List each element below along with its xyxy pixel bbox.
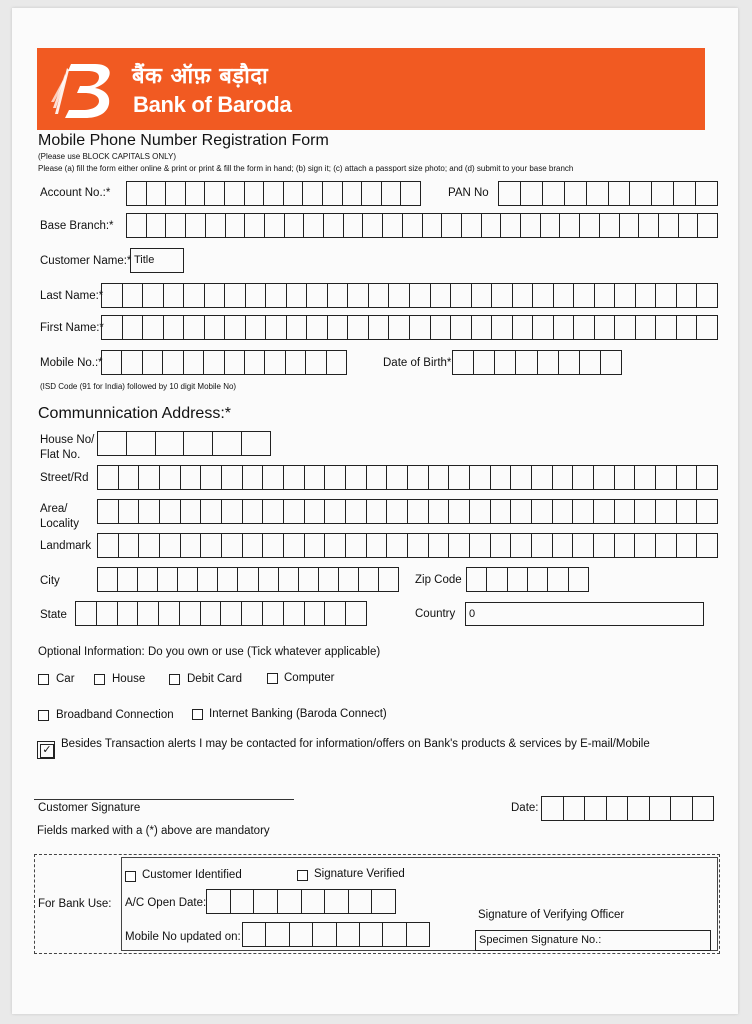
specimen-signature-field[interactable]: Specimen Signature No.: — [475, 930, 711, 951]
dob-label: Date of Birth* — [383, 357, 452, 369]
ac-open-date-boxes[interactable] — [206, 889, 396, 914]
internet-banking-checkbox[interactable] — [192, 709, 203, 720]
area-boxes[interactable] — [97, 499, 718, 524]
house-checkbox[interactable] — [94, 674, 105, 685]
country-label: Country — [415, 608, 456, 620]
mandatory-note: Fields marked with a (*) above are mandatory — [37, 825, 270, 837]
house-label: House — [112, 673, 146, 685]
title-field[interactable]: Title — [130, 248, 184, 273]
debit-card-checkbox[interactable] — [169, 674, 180, 685]
car-checkbox[interactable] — [38, 674, 49, 685]
signature-verified-label: Signature Verified — [314, 868, 405, 880]
last-name-boxes[interactable] — [101, 283, 718, 308]
street-boxes[interactable] — [97, 465, 718, 490]
optional-info-heading: Optional Information: Do you own or use (Tick whatever applicable) — [38, 646, 381, 658]
first-name-label: First Name:* — [40, 322, 104, 334]
mobile-updated-label: Mobile No updated on: — [125, 931, 241, 943]
area-label: Area/ Locality — [40, 503, 79, 530]
pan-no-label: PAN No — [448, 187, 489, 199]
brand-name-english: Bank of Baroda — [133, 92, 292, 117]
for-bank-use-label: For Bank Use: — [38, 898, 112, 910]
city-boxes[interactable] — [97, 567, 399, 592]
zip-code-boxes[interactable] — [466, 567, 589, 592]
consent-checkbox[interactable] — [37, 741, 55, 759]
base-branch-label: Base Branch:* — [40, 220, 114, 232]
brand-name-hindi: बैंक ऑफ़ बड़ौदा — [132, 64, 269, 89]
debit-card-label: Debit Card — [187, 673, 242, 685]
state-label: State — [40, 609, 67, 621]
signature-verified-checkbox[interactable] — [297, 870, 308, 881]
instruction-steps: Please (a) fill the form either online & print or print & fill the form in hand; (b) sign it; (c) attach a passport size photo; and (d) submit to your base branch — [38, 164, 574, 173]
dob-boxes[interactable] — [452, 350, 622, 375]
computer-label: Computer — [284, 672, 335, 684]
address-heading: Communnication Address:* — [38, 405, 231, 422]
customer-identified-label: Customer Identified — [142, 869, 242, 881]
first-name-boxes[interactable] — [101, 315, 718, 340]
instruction-capitals: (Please use BLOCK CAPITALS ONLY) — [38, 152, 176, 161]
form-title: Mobile Phone Number Registration Form — [38, 132, 329, 149]
check-mark-icon: ✓ — [40, 744, 54, 758]
customer-identified-checkbox[interactable] — [125, 871, 136, 882]
pan-no-boxes[interactable] — [498, 181, 718, 206]
country-field[interactable]: 0 — [465, 602, 704, 626]
broadband-checkbox[interactable] — [38, 710, 49, 721]
internet-banking-label: Internet Banking (Baroda Connect) — [209, 708, 387, 720]
date-boxes[interactable] — [541, 796, 714, 821]
street-label: Street/Rd — [40, 472, 89, 484]
car-label: Car — [56, 673, 75, 685]
customer-signature-label: Customer Signature — [38, 802, 141, 814]
signature-line — [34, 799, 294, 800]
base-branch-boxes[interactable] — [126, 213, 718, 238]
consent-text: Besides Transaction alerts I may be contacted for information/offers on Bank's products & services by E-mail/Mobile — [61, 738, 650, 750]
house-no-boxes[interactable] — [97, 431, 271, 456]
ac-open-date-label: A/C Open Date: — [125, 897, 207, 909]
mobile-no-label: Mobile No.:* — [40, 357, 103, 369]
mobile-no-boxes[interactable] — [101, 350, 347, 375]
date-label: Date: — [511, 802, 539, 814]
bank-of-baroda-logo — [51, 58, 117, 122]
account-no-label: Account No.:* — [40, 187, 111, 199]
mobile-updated-boxes[interactable] — [242, 922, 430, 947]
verifying-officer-label: Signature of Verifying Officer — [478, 909, 625, 921]
broadband-label: Broadband Connection — [56, 709, 174, 721]
zip-code-label: Zip Code — [415, 574, 462, 586]
house-no-label: House No/ Flat No. — [40, 434, 95, 461]
last-name-label: Last Name:* — [40, 290, 104, 302]
computer-checkbox[interactable] — [267, 673, 278, 684]
account-no-boxes[interactable] — [126, 181, 421, 206]
landmark-label: Landmark — [40, 540, 92, 552]
city-label: City — [40, 575, 60, 587]
state-boxes[interactable] — [75, 601, 367, 626]
customer-name-label: Customer Name:* — [40, 255, 132, 267]
landmark-boxes[interactable] — [97, 533, 718, 558]
mobile-format-hint: (ISD Code (91 for India) followed by 10 digit Mobile No) — [40, 382, 237, 391]
